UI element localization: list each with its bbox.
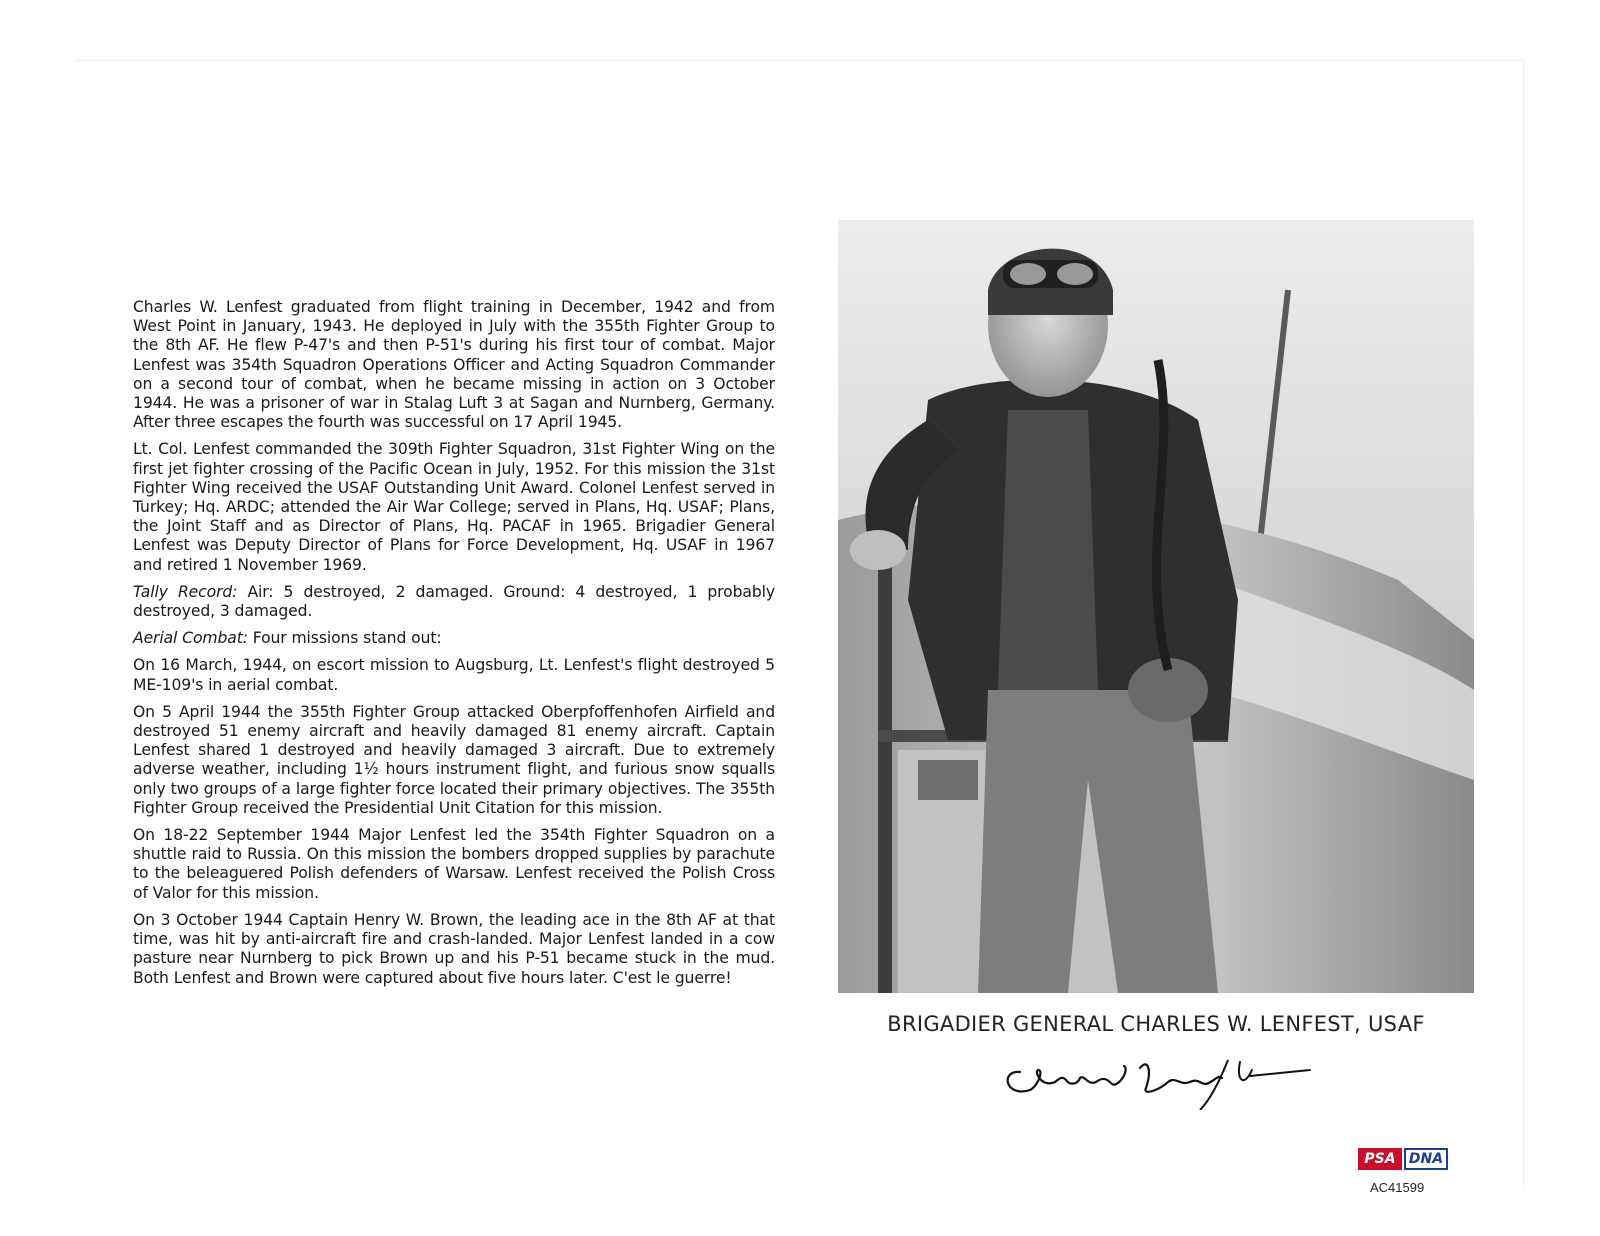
bio-paragraph-6: On 5 April 1944 the 355th Fighter Group attacked Oberpfoffenhofen Airfield and destroyed 51 enemy aircraft and heavily damaged 81 enemy aircraft. Captain Lenfest shared 1 destroyed and heavily damaged 3 aircraft. Due to extremely adverse weather, including 1½ hours instrument flight, and furious snow squalls only two groups of a large fighter force located their primary objectives. The 355th Fighter Group received the Presidential Unit Citation for this mission. bbox=[133, 702, 775, 817]
portrait-illustration bbox=[838, 220, 1474, 993]
right-rule bbox=[1523, 60, 1524, 1190]
biography-text bbox=[133, 298, 775, 996]
tally-record-label: Tally Record: bbox=[133, 582, 238, 601]
bio-paragraph-5: On 16 March, 1944, on escort mission to Augsburg, Lt. Lenfest's flight destroyed 5 ME-109's in aerial combat. bbox=[133, 656, 775, 694]
certificate-number: AC41599 bbox=[1370, 1180, 1425, 1195]
top-rule bbox=[75, 60, 1525, 61]
signature-ink bbox=[1000, 1040, 1350, 1110]
aerial-combat-label: Aerial Combat: bbox=[133, 629, 248, 648]
tally-record bbox=[133, 583, 775, 621]
bio-paragraph-1: Charles W. Lenfest graduated from flight training in December, 1942 and from West Point in January, 1943. He deployed in July with the 355th Fighter Group to the 8th AF. He flew P-47's and then P-51's during his first tour of combat. Major Lenfest was 354th Squadron Operations Officer and Acting Squadron Commander on a second tour of combat, when he became missing in action on 3 October 1944. He was a prisoner of war in Stalag Luft 3 at Sagan and Nurnberg, Germany. After three escapes the fourth was successful on 17 April 1945. bbox=[133, 298, 775, 432]
aerial-combat bbox=[133, 629, 775, 648]
photo-caption: BRIGADIER GENERAL CHARLES W. LENFEST, USAF bbox=[887, 1012, 1425, 1036]
psa-dna-logo bbox=[1358, 1148, 1450, 1170]
bio-paragraph-8: On 3 October 1944 Captain Henry W. Brown, the leading ace in the 8th AF at that time, was hit by anti-aircraft fire and crash-landed. Major Lenfest landed in a cow pasture near Nurnberg to pick Brown up and his P-51 became stuck in the mud. Both Lenfest and Brown were captured about five hours later. C'est le guerre! bbox=[133, 910, 775, 987]
bio-paragraph-7: On 18-22 September 1944 Major Lenfest led the 354th Fighter Squadron on a shuttle raid to Russia. On this mission the bombers dropped supplies by parachute to the beleaguered Polish defenders of Warsaw. Lenfest received the Polish Cross of Valor for this mission. bbox=[133, 826, 775, 902]
tally-record-text: Air: 5 destroyed, 2 damaged. Ground: 4 destroyed, 1 probably destroyed, 3 damaged. bbox=[133, 582, 775, 621]
psa-logo-text: PSA bbox=[1358, 1148, 1402, 1170]
bio-paragraph-2: Lt. Col. Lenfest commanded the 309th Fighter Squadron, 31st Fighter Wing on the first jet fighter crossing of the Pacific Ocean in July, 1952. For this mission the 31st Fighter Wing received the USAF Outstanding Unit Award. Colonel Lenfest served in Turkey; Hq. ARDC; attended the Air War College; served in Plans, Hq. USAF; Plans, the Joint Staff and as Director of Plans, Hq. PACAF in 1965. Brigadier General Lenfest was Deputy Director of Plans for Force Development, Hq. USAF in 1967 and retired 1 November 1969. bbox=[133, 440, 775, 574]
autograph-signature bbox=[1000, 1040, 1350, 1110]
aerial-combat-text: Four missions stand out: bbox=[247, 629, 442, 648]
dna-logo-text: DNA bbox=[1404, 1148, 1448, 1170]
portrait-photo bbox=[838, 220, 1474, 993]
